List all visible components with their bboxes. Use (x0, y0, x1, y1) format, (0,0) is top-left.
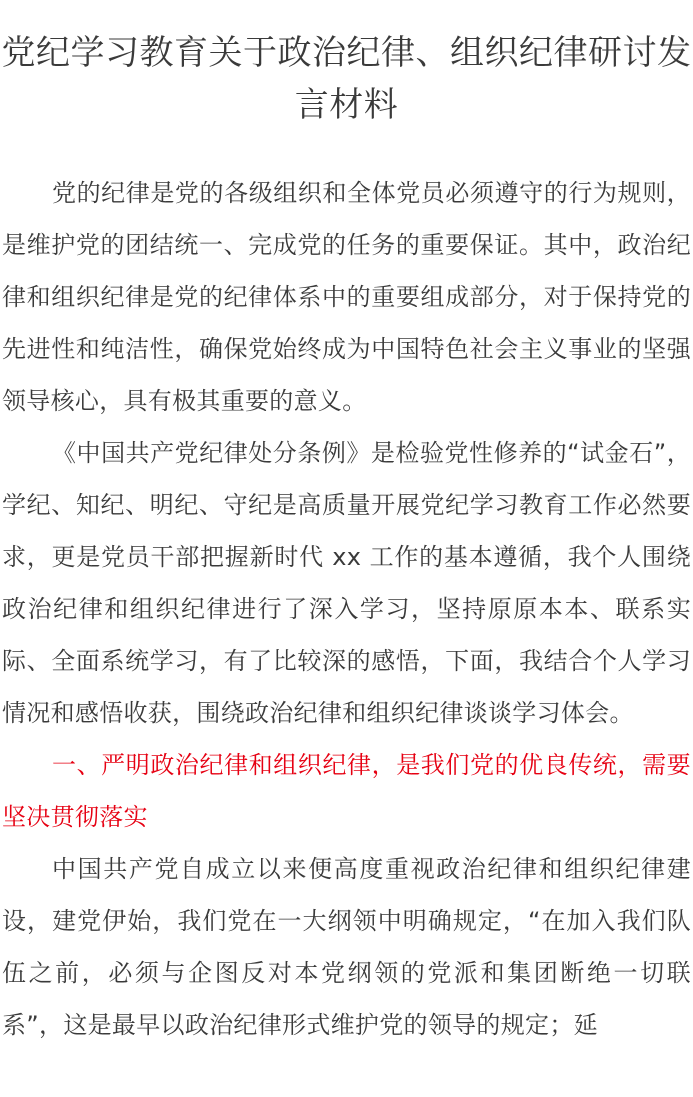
document-title: 党纪学习教育关于政治纪律、组织纪律研讨发言材料 (1, 33, 692, 125)
paragraph-regulation: 《中国共产党纪律处分条例》是检验党性修养的“试金石”，学纪、知纪、明纪、守纪是高质量开展党纪学习教育工作必然要求，更是党员干部把握新时代 xx 工作的基本遵循，我个人围绕政治纪律和组织纪律进行了深入学习，坚持原原本本、联系实际、全面系统学习，有了比较深的感悟，下面，我结合个人学习情况和感悟收获，围绕政治纪律和组织纪律谈谈学习体会。 (2, 439, 691, 727)
section-heading-1: 一、严明政治纪律和组织纪律，是我们党的优良传统，需要坚决贯彻落实 (2, 751, 691, 831)
paragraph-intro: 党的纪律是党的各级组织和全体党员必须遵守的行为规则，是维护党的团结统一、完成党的任务的重要保证。其中，政治纪律和组织纪律是党的纪律体系中的重要组成部分，对于保持党的先进性和纯洁性，确保党始终成为中国特色社会主义事业的坚强领导核心，具有极其重要的意义。 (2, 179, 691, 415)
paragraph-history: 中国共产党自成立以来便高度重视政治纪律和组织纪律建设，建党伊始，我们党在一大纲领中明确规定，“在加入我们队伍之前，必须与企图反对本党纲领的党派和集团断绝一切联系”，这是最早以政治纪律形式维护党的领导的规定；延 (2, 855, 691, 1039)
article-body (0, 167, 693, 1051)
